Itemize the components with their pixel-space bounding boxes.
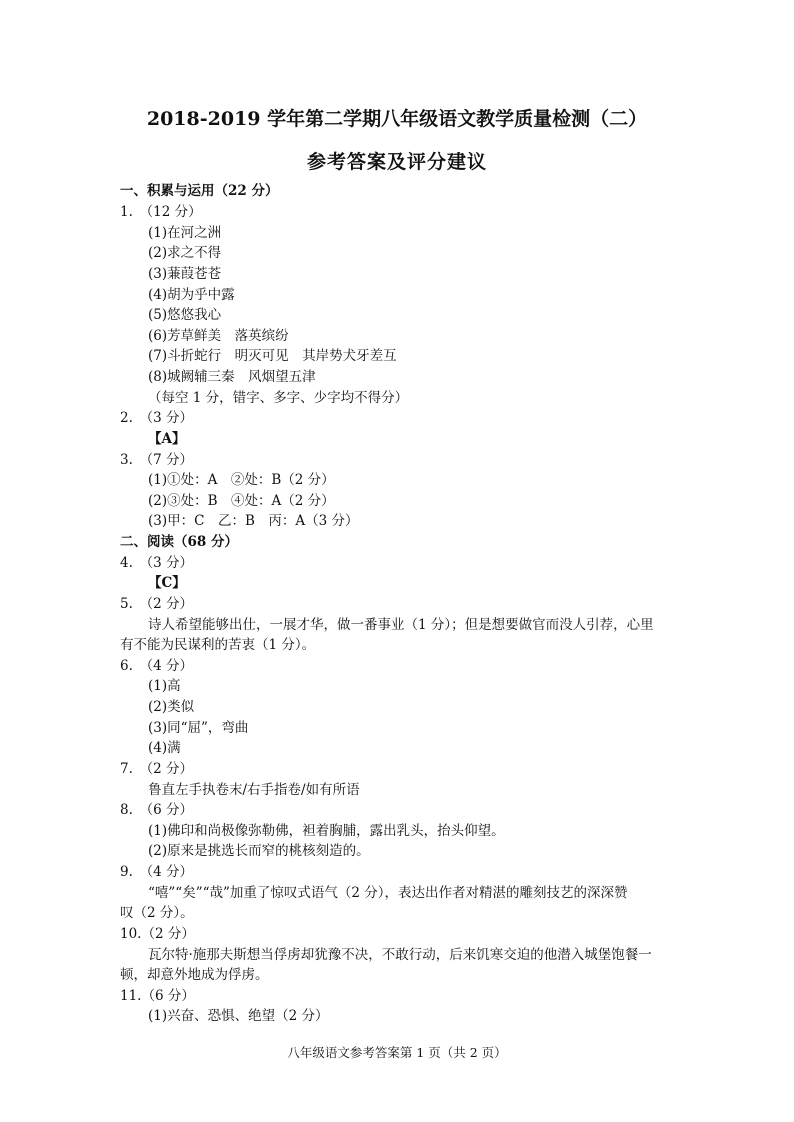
question-7-answer: 鲁直左手执卷末/右手指卷/如有所语 bbox=[148, 782, 360, 798]
question-8-answer-1: (1)佛印和尚极像弥勒佛，袒着胸脯，露出乳头，抬头仰望。 bbox=[148, 823, 505, 839]
question-1-answer-5: (5)悠悠我心 bbox=[148, 307, 222, 323]
question-3-answer-2: (2)③处：B ④处：A（2 分） bbox=[148, 493, 335, 509]
question-4-number: 4. （3 分） bbox=[120, 555, 194, 571]
question-1-answer-4: (4)胡为乎中露 bbox=[148, 287, 235, 303]
question-2-number: 2. （3 分） bbox=[120, 410, 194, 426]
question-10-answer-line-1: 瓦尔特·施那夫斯想当俘虏却犹豫不决，不敢行动，后来饥寒交迫的他潜入城堡饱餐一 bbox=[148, 947, 652, 963]
question-3-number: 3. （7 分） bbox=[120, 452, 194, 468]
question-1-answer-7: (7)斗折蛇行 明灭可见 其岸势犬牙差互 bbox=[148, 348, 397, 364]
question-6-number: 6. （4 分） bbox=[120, 658, 194, 674]
page-subtitle: 参考答案及评分建议 bbox=[306, 151, 487, 173]
page-footer: 八年级语文参考答案第 1 页（共 2 页） bbox=[287, 1045, 507, 1060]
question-1-answer-6: (6)芳草鲜美 落英缤纷 bbox=[148, 328, 289, 344]
question-6-answer-2: (2)类似 bbox=[148, 699, 195, 715]
question-1-scoring-note: （每空 1 分，错字、多字、少字均不得分） bbox=[148, 390, 409, 406]
question-8-answer-2: (2)原来是挑选长而窄的桃核刻造的。 bbox=[148, 843, 370, 859]
question-5-answer-line-2: 有不能为民谋利的苦衷（1 分）。 bbox=[120, 637, 316, 653]
question-6-answer-3: (3)同“屈”，弯曲 bbox=[148, 720, 249, 736]
question-9-answer-line-2: 叹（2 分）。 bbox=[120, 905, 194, 921]
section-heading-1: 一、积累与运用（22 分） bbox=[120, 183, 279, 199]
question-10-answer-line-2: 顿，却意外地成为俘虏。 bbox=[120, 967, 269, 983]
question-6-answer-4: (4)满 bbox=[148, 740, 181, 756]
question-3-answer-3: (3)甲：C 乙：B 丙：A（3 分） bbox=[148, 513, 359, 529]
question-9-number: 9. （4 分） bbox=[120, 864, 194, 880]
question-11-number: 11.（6 分） bbox=[120, 988, 195, 1004]
question-4-answer: 【C】 bbox=[148, 575, 186, 591]
question-9-answer-line-1: “嘻”“矣”“哉”加重了惊叹式语气（2 分），表达出作者对精湛的雕刻技艺的深深赞 bbox=[148, 885, 628, 901]
question-1-answer-3: (3)蒹葭苍苍 bbox=[148, 266, 222, 282]
question-10-number: 10.（2 分） bbox=[120, 926, 195, 942]
question-2-answer: 【A】 bbox=[148, 431, 186, 447]
question-5-number: 5. （2 分） bbox=[120, 596, 194, 612]
question-7-number: 7. （2 分） bbox=[120, 761, 194, 777]
question-5-answer-line-1: 诗人希望能够出仕，一展才华，做一番事业（1 分）；但是想要做官而没人引荐，心里 bbox=[148, 617, 654, 633]
question-3-answer-1: (1)①处：A ②处：B（2 分） bbox=[148, 472, 335, 488]
section-heading-2: 二、阅读（68 分） bbox=[120, 534, 238, 550]
question-6-answer-1: (1)高 bbox=[148, 678, 181, 694]
question-1-number: 1. （12 分） bbox=[120, 204, 202, 220]
question-1-answer-2: (2)求之不得 bbox=[148, 245, 222, 261]
question-1-answer-1: (1)在河之洲 bbox=[148, 225, 222, 241]
question-8-number: 8. （6 分） bbox=[120, 802, 194, 818]
question-1-answer-8: (8)城阙辅三秦 风烟望五津 bbox=[148, 369, 316, 385]
question-11-answer-1: (1)兴奋、恐惧、绝望（2 分） bbox=[148, 1008, 329, 1024]
page-title: 2018-2019 学年第二学期八年级语文教学质量检测（二） bbox=[146, 108, 648, 130]
